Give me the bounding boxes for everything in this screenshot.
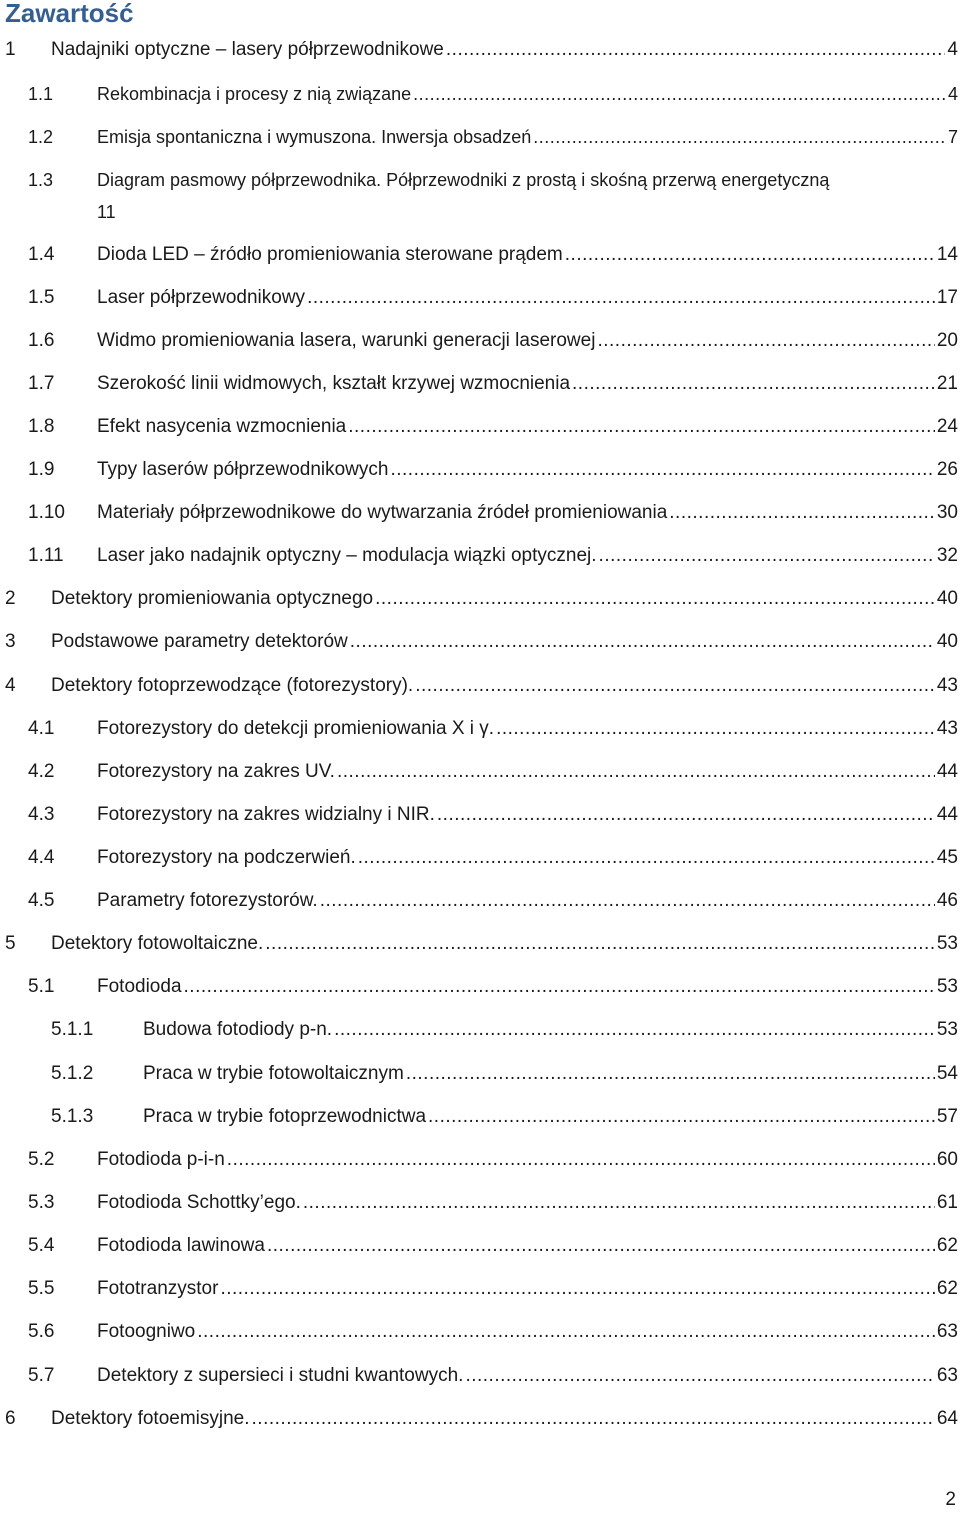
toc-dot-leader: [465, 1362, 934, 1390]
toc-entry-number: 5.1.2: [51, 1063, 94, 1084]
toc-dot-leader: [572, 370, 935, 398]
toc-entry-title: Materiały półprzewodnikowe do wytwarzania źródeł promieniowania: [97, 502, 668, 523]
toc-dot-leader: [565, 241, 935, 269]
toc-entry-number: 6: [5, 1408, 16, 1429]
toc-entry-title: Laser półprzewodnikowy: [97, 287, 306, 308]
toc-entry-number: 1.10: [28, 502, 65, 523]
toc-dot-leader: [413, 80, 946, 108]
toc-dot-leader: [358, 844, 935, 872]
toc-entry-page: 21: [936, 373, 958, 394]
toc-entry-page: 11: [97, 202, 116, 222]
toc-entry-page: 63: [936, 1321, 958, 1342]
toc-entry-number: 4.2: [28, 761, 55, 782]
toc-entry-title: Detektory promieniowania optycznego: [51, 588, 374, 609]
toc-entry-number: 1.6: [28, 330, 55, 351]
toc-entry-page: 60: [936, 1149, 958, 1170]
toc-entry-number: 4.4: [28, 847, 55, 868]
toc-entry[interactable]: [0, 973, 960, 1001]
toc-entry-page: 14: [936, 244, 958, 265]
toc-entry-title: Praca w trybie fotoprzewodnictwa: [143, 1106, 427, 1127]
toc-entry-page: 53: [936, 1019, 958, 1040]
toc-entry-number: 1.7: [28, 373, 55, 394]
toc-entry-title: Rekombinacja i procesy z nią związane: [97, 84, 412, 104]
toc-entry-title: Fotoogniwo: [97, 1321, 196, 1342]
toc-entry-page: 44: [936, 804, 958, 825]
toc-entry-page: 32: [936, 545, 958, 566]
toc-entry-number: 1.11: [28, 545, 64, 566]
toc-dot-leader: [197, 1318, 935, 1346]
toc-entry-page: 24: [936, 416, 958, 437]
toc-dot-leader: [669, 499, 935, 527]
toc-entry-title: Budowa fotodiody p-n.: [143, 1019, 333, 1040]
toc-entry-number: 5.5: [28, 1278, 55, 1299]
toc-entry-title: Fotorezystory do detekcji promieniowania X i γ.: [97, 718, 495, 739]
toc-dot-leader: [227, 1146, 935, 1174]
toc-entry-title: Emisja spontaniczna i wymuszona. Inwersja obsadzeń: [97, 127, 532, 147]
toc-entry-page: 7: [947, 127, 958, 147]
toc-entry-page: 40: [936, 588, 958, 609]
toc-entry[interactable]: [0, 930, 960, 958]
toc-dot-leader: [375, 585, 935, 613]
toc-entry-title: Laser jako nadajnik optyczny – modulacja wiązki optycznej.: [97, 545, 597, 566]
toc-entry-page: 20: [936, 330, 958, 351]
toc-entry[interactable]: [0, 1362, 960, 1390]
toc-entry[interactable]: [0, 801, 960, 829]
toc-entry[interactable]: [0, 327, 960, 355]
toc-entry-page: 43: [936, 675, 958, 696]
toc-entry-title: Fotodioda Schottky’ego.: [97, 1192, 301, 1213]
toc-entry-page: 43: [936, 718, 958, 739]
toc-dot-leader: [446, 36, 946, 64]
toc-entry-number: 1: [5, 39, 16, 60]
toc-entry-title: Typy laserów półprzewodnikowych: [97, 459, 389, 480]
toc-dot-leader: [428, 1103, 935, 1131]
toc-entry-title: Praca w trybie fotowoltaicznym: [143, 1063, 404, 1084]
toc-entry[interactable]: [0, 80, 960, 108]
toc-entry-number: 4.3: [28, 804, 55, 825]
toc-entry-title: Podstawowe parametry detektorów: [51, 631, 348, 652]
toc-entry-page: 46: [936, 890, 958, 911]
toc-entry[interactable]: [0, 542, 960, 570]
toc-entry-number: 1.3: [28, 170, 54, 190]
toc-entry[interactable]: [0, 413, 960, 441]
toc-entry-title: Fototranzystor: [97, 1278, 219, 1299]
toc-entry-page: 57: [936, 1106, 958, 1127]
toc-entry-page: 45: [936, 847, 958, 868]
toc-entry-page: 44: [936, 761, 958, 782]
toc-entry-page: 62: [936, 1278, 958, 1299]
toc-entry-title: Fotodioda lawinowa: [97, 1235, 265, 1256]
toc-entry[interactable]: [0, 166, 960, 222]
toc-entry-page: 61: [936, 1192, 958, 1213]
toc-entry-number: 5.1.3: [51, 1106, 94, 1127]
toc-entry-title: Detektory z supersieci i studni kwantowych.: [97, 1365, 464, 1386]
toc-entry-page: 26: [936, 459, 958, 480]
toc-dot-leader: [406, 1060, 935, 1088]
toc-entry-number: 5.1.1: [51, 1019, 94, 1040]
toc-entry[interactable]: [0, 241, 960, 269]
toc-entry-page: 4: [947, 84, 958, 104]
toc-entry-page: 63: [936, 1365, 958, 1386]
toc-entry-number: 5.3: [28, 1192, 55, 1213]
toc-dot-leader: [437, 801, 935, 829]
toc-entry[interactable]: [0, 123, 960, 151]
toc-entry[interactable]: [0, 1189, 960, 1217]
toc-entry-number: 5.1: [28, 976, 55, 997]
toc-dot-leader: [303, 1189, 935, 1217]
toc-dot-leader: [350, 628, 935, 656]
toc-entry[interactable]: [0, 715, 960, 743]
toc-dot-leader: [599, 542, 935, 570]
toc-entry-title: Efekt nasycenia wzmocnienia: [97, 416, 347, 437]
toc-entry-title: Fotodioda: [97, 976, 182, 997]
toc-entry-number: 1.2: [28, 127, 54, 147]
toc-entry[interactable]: [0, 585, 960, 613]
toc-entry-number: 1.9: [28, 459, 55, 480]
toc-dot-leader: [334, 1016, 935, 1044]
toc-entry-title: Detektory fotowoltaiczne.: [51, 933, 264, 954]
toc-entry-title: Diagram pasmowy półprzewodnika. Półprzewodniki z prostą i skośną przerwą energetyczną: [97, 170, 830, 190]
toc-dot-leader: [597, 327, 934, 355]
toc-dot-leader: [220, 1275, 934, 1303]
toc-entry-title: Fotodioda p-i-n: [97, 1149, 225, 1170]
toc-entry[interactable]: [0, 672, 960, 700]
toc-entry-title: Fotorezystory na zakres UV.: [97, 761, 335, 782]
toc-entry[interactable]: [0, 1275, 960, 1303]
toc-entry-number: 1.5: [28, 287, 55, 308]
toc-entry[interactable]: [0, 36, 960, 64]
toc-entry[interactable]: [0, 1103, 960, 1131]
toc-entry[interactable]: [0, 758, 960, 786]
toc-entry-page: 53: [936, 933, 958, 954]
toc-dot-leader: [265, 930, 935, 958]
toc-dot-leader: [390, 456, 934, 484]
toc-entry[interactable]: [0, 1060, 960, 1088]
toc-entry-page: 4: [947, 39, 958, 60]
toc-entry-title: Fotorezystory na zakres widzialny i NIR.: [97, 804, 435, 825]
toc-entry[interactable]: [0, 1405, 960, 1433]
toc-dot-leader: [533, 123, 946, 151]
toc-entry-number: 2: [5, 588, 16, 609]
toc-entry[interactable]: [0, 887, 960, 915]
toc-entry-number: 5.2: [28, 1149, 55, 1170]
page-number: 2: [945, 1489, 956, 1510]
toc-dot-leader: [267, 1232, 935, 1260]
toc-entry-number: 5.4: [28, 1235, 55, 1256]
toc-entry-number: 5: [5, 933, 16, 954]
toc-entry-title: Detektory fotoprzewodzące (fotorezystory).: [51, 675, 414, 696]
toc-entry-number: 4: [5, 675, 16, 696]
toc-entry-page: 53: [936, 976, 958, 997]
toc-entry-number: 3: [5, 631, 16, 652]
toc-dot-leader: [348, 413, 935, 441]
toc-entry-number: 1.4: [28, 244, 55, 265]
toc-entry-title: Parametry fotorezystorów.: [97, 890, 318, 911]
toc-entry-page: 62: [936, 1235, 958, 1256]
toc-entry[interactable]: [0, 844, 960, 872]
toc-entry[interactable]: [0, 1016, 960, 1044]
toc-entry-title: Widmo promieniowania lasera, warunki generacji laserowej: [97, 330, 596, 351]
toc-entry-page: 17: [936, 287, 958, 308]
toc-entry-number: 5.6: [28, 1321, 55, 1342]
toc-entry-page: 64: [936, 1408, 958, 1429]
toc-entry[interactable]: [0, 1232, 960, 1260]
toc-entry-title: Detektory fotoemisyjne.: [51, 1408, 250, 1429]
toc-dot-leader: [496, 715, 935, 743]
page-title: Zawartość: [5, 0, 134, 28]
toc-entry[interactable]: [0, 456, 960, 484]
toc-entry-title: Dioda LED – źródło promieniowania sterowane prądem: [97, 244, 563, 265]
toc-entry-number: 1.1: [28, 84, 54, 104]
toc-entry[interactable]: [0, 1318, 960, 1346]
toc-entry[interactable]: [0, 499, 960, 527]
toc-entry-title: Nadajniki optyczne – lasery półprzewodnikowe: [51, 39, 444, 60]
toc-entry-number: 5.7: [28, 1365, 55, 1386]
toc-entry-page: 54: [936, 1063, 958, 1084]
toc-dot-leader: [252, 1405, 935, 1433]
toc-entry-page: 40: [936, 631, 958, 652]
toc-entry[interactable]: [0, 628, 960, 656]
toc-dot-leader: [415, 672, 935, 700]
toc-dot-leader: [307, 284, 935, 312]
toc-dot-leader: [184, 973, 935, 1001]
toc-entry-title: Fotorezystory na podczerwień.: [97, 847, 356, 868]
toc-entry-title: Szerokość linii widmowych, kształt krzywej wzmocnienia: [97, 373, 571, 394]
toc-entry-page: 30: [936, 502, 958, 523]
toc-dot-leader: [337, 758, 935, 786]
toc-entry[interactable]: [0, 370, 960, 398]
toc-entry[interactable]: [0, 1146, 960, 1174]
toc-entry-number: 1.8: [28, 416, 55, 437]
toc-dot-leader: [320, 887, 935, 915]
toc-entry-number: 4.1: [28, 718, 55, 739]
toc-entry-number: 4.5: [28, 890, 55, 911]
toc-entry[interactable]: [0, 284, 960, 312]
